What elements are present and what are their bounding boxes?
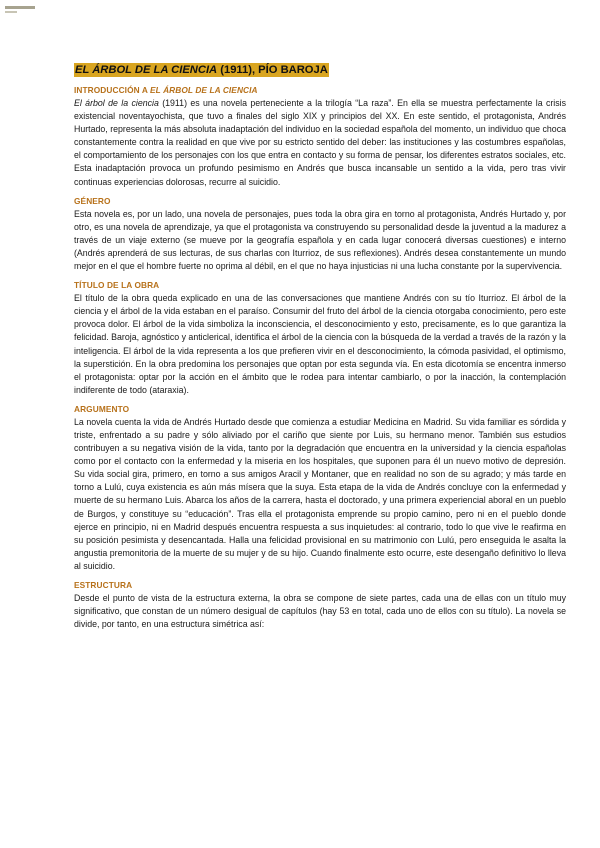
section-paragraph [74,97,566,189]
heading-prefix: INTRODUCCIÓN A [74,85,151,95]
section-heading: TÍTULO DE LA OBRA [74,280,160,291]
section-heading: ARGUMENTO [74,403,130,414]
paragraph-lead: El árbol de la ciencia [74,98,159,108]
section-introduccion [74,85,566,189]
title-rest: (1911), PÍO BAROJA [217,64,328,76]
section-paragraph: La novela cuenta la vida de Andrés Hurtado desde que comienza a estudiar Medicina en Madrid. Su vida familiar es sórdida y triste, enfrentado a su padre y sólo aliviado por el cariño que siente por Luis, su hermano menor. También sus estudios contribuyen a su negativa visión de la vida, tanto por la degradación que encuentra en la universidad y la ciencia españolas como por el contacto con la enfermedad y la miseria en los hospitales, que suponen para él un nuevo motivo de depresión. Su vida social gira, primero, en torno a sus amigos Aracil y Montaner, que en realidad no son de su agrado; y más tarde en torno a Lulú, cuya existencia es aún más mísera que la suya. Esta etapa de la vida de Andrés concluye con la enfermedad y muerte de su hermano Luis. Abarca los años de la carrera, hasta el doctorado, y una primera experiencial aboral en un pueblo de Burgos, y constituye su “educación”. Tras ella el protagonista emprende su propio camino, pero ni en el pueblo donde ejerce en principio, ni en Madrid después encuentra respuesta a sus inquietudes: al contrario, todo lo que vive le reafirma en su posición pesimista y desencantada. Halla una felicidad provisional en su matrimonio con Lulú, pero enseguida le asalta la angustia premonitoria de la muerte de su mujer y de su hijo. Cuando finalmente esto ocurre, este desengaño definitivo lo lleva al suicidio. [74,416,566,571]
document-title [74,63,329,77]
section-paragraph: Desde el punto de vista de la estructura externa, la obra se compone de siete partes, cada una de ellas con un título muy significativo, que constan de un número desigual de capítulos (hay 53 en total, cada uno de ellos con su título). La novela se divide, por tanto, en una estructura simétrica así: [74,593,566,630]
logo-bar [5,11,17,13]
header-logo [5,6,35,13]
section-heading: GÉNERO [74,195,111,206]
section-genero [74,196,566,273]
section-paragraph: Esta novela es, por un lado, una novela de personajes, pues toda la obra gira en torno al protagonista, Andrés Hurtado y, por otro, es una novela de aprendizaje, ya que el protagonista va construyendo su personalidad desde la juventud a la madurez a través de un viaje externo (se mueve por la geografía española y en cada lugar conocerá diversas cuestiones) e interno (Andrés aprenderá de sus lecturas, de sus charlas con Iturrioz, de sus reflexiones). Andrés desea constantemente un mundo mejor en el que el hombre fuerte no oprima al débil, en el que no haya injusticias ni una lucha constante por la supervivencia. [74,208,566,272]
section-titulo [74,280,566,397]
section-heading [74,85,566,95]
section-heading: ESTRUCTURA [74,580,133,590]
paragraph-text: (1911) es una novela perteneciente a la trilogía “La raza”. En ella se muestra perfectamente la crisis existencial noventayochista, que tuvo a finales del siglo XIX y principios del XX. En este sentido, el protagonista, Andrés Hurtado, representa la más absoluta inadaptación del individuo en la sociedad española del momento, un individuo que choca constantemente contra la realidad en que vive por su estricto sentido del deber: las instituciones y las costumbres españolas, el comportamiento de los personajes con los que entra en contacto y su forma de pensar, los diferentes estratos sociales, etc. Esta inadaptación provoca un profundo pesimismo en Andrés que busca incansable un sentido a la vida, pero tras vivir continuas experiencias dolorosas, recurre al suicidio. [74,98,566,187]
section-argumento [74,404,566,573]
document-page [74,60,566,638]
title-italic: EL ÁRBOL DE LA CIENCIA [75,64,218,76]
heading-italic: EL ÁRBOL DE LA CIENCIA [150,85,258,95]
logo-bar [5,6,35,9]
section-estructura [74,580,566,631]
section-paragraph: El título de la obra queda explicado en una de las conversaciones que mantiene Andrés con su tío Iturrioz. El árbol de la ciencia y el árbol de la vida estaban en el paraíso. Consumir del fruto del árbol de la ciencia otorgaba conocimiento, pero este provoca dolor. El árbol de la vida simboliza la inconsciencia, el desconocimiento y esto, precisamente, es lo que garantiza la felicidad. Baroja, agnóstico y anticlerical, identifica el árbol de la ciencia con la búsqueda de la verdad a través de la razón y la inteligencia. El árbol de la vida representa a los que prefieren vivir en el desconocimiento, la cómoda pasividad, el optimismo, la superstición. En la obra predomina los personajes que optan por esta segunda vía. En esta dicotomía se encentra inmerso el protagonista: optar por la acción en el ámbito que le rodea para intentar cambiarlo, o por la inacción, la contemplación indiferente de todo (ataraxia). [74,293,566,395]
